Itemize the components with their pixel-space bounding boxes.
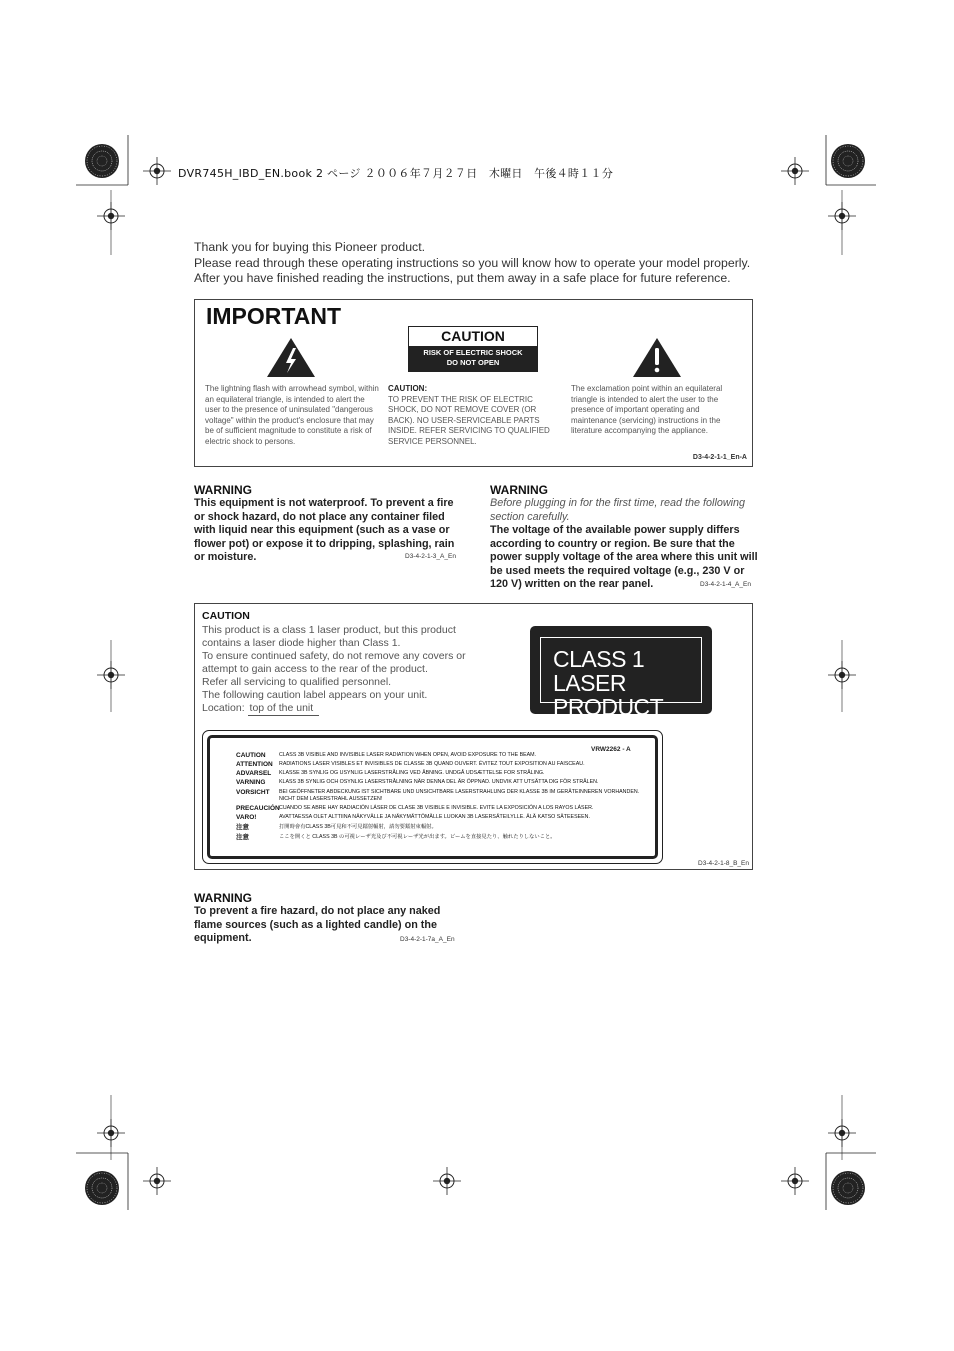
laser-text-line: attempt to gain access to the rear of the product. [202,663,428,675]
warning-fire-line: To prevent a fire hazard, do not place any naked [194,905,441,917]
laser-text-line: Refer all servicing to qualified personnel. [202,676,392,688]
laser-warning-text: RADIATIONS LASER VISIBLES ET INVISIBLES DE CLASSE 3B QUAND OUVERT. ÉVITEZ TOUT EXPOSITION AU FAISCEAU. [279,761,585,767]
laser-warning-text: 打開時會有CLASS 3B可見和不可見鐳射輻射，請勿要鐳射束輻射。 [279,824,437,830]
doc-code: D3-4-2-1-1_En-A [692,454,747,461]
intro-text [194,240,764,287]
class1-line: CLASS 1 [553,646,645,672]
caution-band-line: DO NOT OPEN [446,358,500,367]
laser-warning-language: ATTENTION [236,761,273,768]
label-code: VRW2262 - A [591,746,631,753]
warning-water-title: WARNING [194,483,252,497]
laser-warning-row [236,833,556,842]
laser-text-line: The following caution label appears on your unit. [202,689,428,701]
laser-warning-language: VARO! [236,814,257,821]
laser-warning-row [236,804,593,813]
intro-line: Thank you for buying this Pioneer product. [194,240,426,254]
caution-band-line: RISK OF ELECTRIC SHOCK [423,348,523,357]
important-title: IMPORTANT [206,303,342,329]
intro-line: After you have finished reading the instructions, put them away in a safe place for future reference. [194,271,731,285]
laser-warning-text: BEI GEÖFFNETER ABDECKUNG IST SICHTBARE UND UNSICHTBARE LASERSTRAHLUNG DER KLASSE 3B IM GERÄTEINNEREN VORHANDEN. [279,789,640,795]
laser-warning-language: VORSICHT [236,789,270,796]
laser-warning-text: AVATTAESSA OLET ALTTIINA NÄKYVÄLLE JA NÄKYMÄTTÖMÄLLE LUOKAN 3B LASERSÄTEILYLLE. ÄLÄ KATSO SÄTEESEEN. [279,814,590,820]
lightning-triangle-icon [266,337,316,378]
class1-laser-text [540,637,702,720]
registration-crosshair-icon [781,1167,809,1195]
caution-description-head: CAUTION: [388,384,428,393]
warning-voltage-title: WARNING [490,483,548,497]
warning-fire-title: WARNING [194,891,252,905]
doc-code: D3-4-2-1-7a_A_En [400,936,455,943]
laser-warning-language: 注意 [236,834,249,841]
laser-location [202,702,522,716]
print-header: DVR745H_IBD_EN.book 2 ページ ２００６年７月２７日 木曜日 午後４時１１分 [178,167,614,180]
laser-warning-language: PRECAUCIÓN [236,805,280,812]
laser-caution-title: CAUTION [202,610,250,622]
registration-star-icon [831,144,865,178]
exclamation-description: The exclamation point within an equilateral triangle is intended to alert the user to the presence of important operating and maintenance (servicing) instructions in the literature accompanying the appliance. [571,384,723,435]
registration-crosshair-icon [143,1167,171,1195]
warning-voltage-intro: Before plugging in for the first time, read the following section carefully. [490,497,746,523]
laser-warning-language: ADVARSEL [236,770,272,777]
registration-star-icon [85,1171,119,1205]
laser-warning-text: CUANDO SE ABRE HAY RADIACIÓN LÁSER DE CLASE 3B VISIBLE E INVISIBLE. EVITE LA EXPOSICIÓN A LOS RAYOS LÁSER. [279,805,594,811]
registration-crosshair-icon [433,1167,461,1195]
laser-warning-text: KLASS 3B SYNLIG OCH OSYNLIG LASERSTRÅLNING NÄR DENNA DEL ÄR ÖPPNAD. UNDVIK ATT UTSÄTTA DIG FÖR STRÅLEN. [279,779,599,785]
laser-warning-row [236,823,437,832]
laser-warning-text: KLASSE 3B SYNLIG OG USYNLIG LASERSTRÅLING VED ÅBNING. UNDGÅ UDSÆTTELSE FOR STRÅLING. [279,770,545,776]
warning-water-body: This equipment is not waterproof. To prevent a fire or shock hazard, do not place any container filed with liquid near this equipment (such as a vase or flower pot) or expose it to dripping, splashing, rain or moisture. [194,497,455,564]
warning-fire-line: equipment. [194,932,252,945]
laser-warning-row [236,795,382,804]
warning-fire-line: flame sources (such as a lighted candle) on the [194,918,437,931]
laser-warning-text: NICHT DEM LASERSTRAHL AUSSETZEN! [279,796,383,802]
caution-description-body: TO PREVENT THE RISK OF ELECTRIC SHOCK, DO NOT REMOVE COVER (OR BACK). NO USER-SERVICEABLE PARTS INSIDE. REFER SERVICING TO QUALIFIED SERVICE PERSONNEL. [388,394,550,446]
caution-description [388,384,558,447]
registration-star-icon [85,144,119,178]
laser-warning-row [236,778,598,787]
doc-code: D3-4-2-1-8_B_En [698,860,749,867]
location-value: top of the unit [248,702,320,716]
laser-warning-text: ここを開くと CLASS 3B の可視レーザ光及び不可視レーザ光が出ます。ビームを直接見たり、触れたりしないこと。 [279,834,556,840]
class1-line: LASER PRODUCT [553,670,664,720]
caution-label-band [409,346,537,371]
exclamation-triangle-icon [632,337,682,378]
registration-crosshair-icon [143,157,171,185]
lightning-description: The lightning flash with arrowhead symbol, within an equilateral triangle, is intended to alert the user to the presence of uninsulated "dangerous voltage" within the product's enclosure that may be of sufficient magnitude to constitute a risk of electric shock to persons. [205,384,379,446]
registration-star-icon [831,1171,865,1205]
laser-warning-language: VARNING [236,779,266,786]
laser-text-line: This product is a class 1 laser product, but this product [202,624,456,636]
location-label: Location: [202,702,245,714]
laser-text-line: To ensure continued safety, do not remove any covers or [202,650,466,662]
laser-caution-text [202,624,522,716]
registration-crosshair-icon [781,157,809,185]
laser-warning-row [236,813,590,822]
laser-warning-language: 注意 [236,824,249,831]
class1-laser-label [530,626,712,720]
laser-warning-row [236,760,585,769]
laser-warning-row [236,751,536,760]
intro-line: Please read through these operating instructions so you will know how to operate your model properly. [194,255,751,270]
caution-label [408,326,538,372]
caution-label-title: CAUTION [441,328,505,344]
warning-voltage-body: The voltage of the available power supply differs according to country or region. Be sure that the power supply voltage of the area where this unit will be used meets the required voltage (e.g., 230 V or 120 V) written on the rear panel. [490,524,758,591]
doc-code: D3-4-2-1-3_A_En [405,553,456,560]
laser-warning-row [236,769,545,778]
laser-warning-language: CAUTION [236,752,266,759]
doc-code: D3-4-2-1-4_A_En [700,581,751,588]
laser-text-line: contains a laser diode higher than Class 1. [202,637,401,649]
laser-warning-text: CLASS 3B VISIBLE AND INVISIBLE LASER RADIATION WHEN OPEN, AVOID EXPOSURE TO THE BEAM. [279,752,537,758]
